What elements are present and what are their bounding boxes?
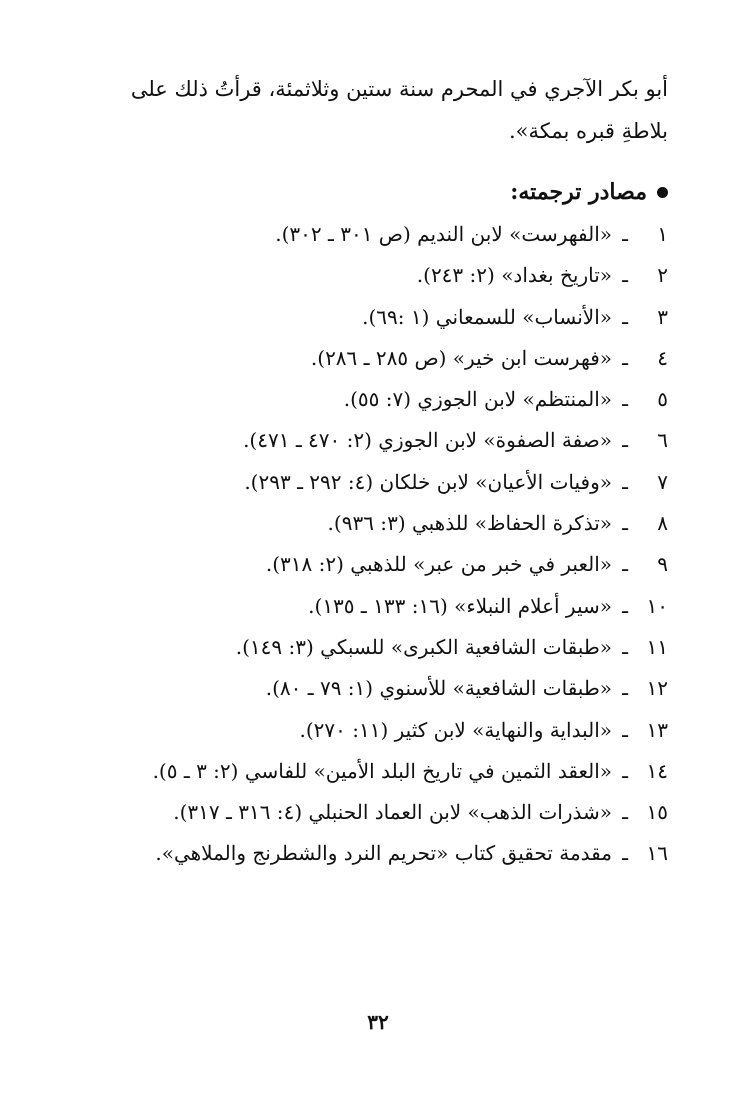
list-item (68, 214, 668, 255)
intro-line-2: بلاطةِ قبره بمكة». (508, 119, 668, 143)
source-text: «تذكرة الحفاظ» للذهبي (٣: ٩٣٦). (327, 511, 612, 536)
source-text: «العبر في خبر من عبر» للذهبي (٢: ٣١٨). (265, 552, 612, 577)
source-text: «سير أعلام النبلاء» (١٦: ١٣٣ ـ ١٣٥). (308, 593, 612, 618)
source-text: «الفهرست» لابن النديم (ص ٣٠١ ـ ٣٠٢). (275, 222, 612, 246)
source-number: ٩ (657, 552, 668, 577)
source-text: «فهرست ابن خير» (ص ٢٨٥ ـ ٢٨٦). (310, 345, 612, 370)
dash-separator: ـ (622, 222, 628, 246)
source-number: ١ (657, 222, 668, 246)
dash-separator: ـ (622, 428, 628, 453)
list-item (68, 338, 668, 379)
sources-heading-text: مصادر ترجمته: (510, 179, 647, 205)
source-number: ٦ (657, 428, 668, 453)
list-item (68, 586, 668, 627)
dash-separator: ـ (622, 841, 628, 866)
bullet-icon (657, 187, 668, 198)
intro-paragraph (78, 68, 668, 152)
dash-separator: ـ (622, 387, 628, 412)
dash-separator: ـ (622, 634, 628, 659)
list-item (68, 462, 668, 503)
source-number: ١٥ (646, 800, 668, 825)
source-number: ١٢ (646, 676, 668, 701)
source-text: «طبقات الشافعية الكبرى» للسبكي (٣: ١٤٩). (235, 634, 612, 659)
list-item (68, 255, 668, 296)
source-text: «الأنساب» للسمعاني (١ :٦٩). (362, 304, 612, 329)
source-number: ٣ (657, 304, 668, 329)
source-number: ٨ (657, 511, 668, 536)
list-item (68, 544, 668, 585)
list-item (68, 627, 668, 668)
list-item (68, 379, 668, 420)
list-item (68, 668, 668, 709)
list-item (68, 503, 668, 544)
dash-separator: ـ (622, 263, 628, 288)
dash-separator: ـ (622, 758, 628, 783)
source-number: ٥ (657, 387, 668, 412)
source-text: «صفة الصفوة» لابن الجوزي (٢: ٤٧٠ ـ ٤٧١). (243, 428, 612, 453)
list-item (68, 297, 668, 338)
source-text: «شذرات الذهب» لابن العماد الحنبلي (٤: ٣١٦ ـ ٣١٧). (173, 800, 612, 825)
source-text: «وفيات الأعيان» لابن خلكان (٤: ٢٩٢ ـ ٢٩٣). (244, 469, 612, 494)
dash-separator: ـ (622, 304, 628, 329)
source-number: ٧ (657, 469, 668, 494)
source-number: ١٣ (646, 717, 668, 742)
source-text: «تاريخ بغداد» (٢: ٢٤٣). (416, 263, 612, 288)
dash-separator: ـ (622, 593, 628, 618)
source-text: «العقد الثمين في تاريخ البلد الأمين» للفاسي (٢: ٣ ـ ٥). (152, 758, 612, 783)
dash-separator: ـ (622, 552, 628, 577)
list-item (68, 710, 668, 751)
list-item (68, 792, 668, 833)
page-number: ٣٢ (367, 1010, 389, 1034)
dash-separator: ـ (622, 511, 628, 536)
sources-list (68, 214, 668, 875)
dash-separator: ـ (622, 469, 628, 494)
source-number: ١٦ (646, 841, 668, 866)
dash-separator: ـ (622, 676, 628, 701)
source-text: مقدمة تحقيق كتاب «تحريم النرد والشطرنج والملاهي». (155, 841, 612, 866)
dash-separator: ـ (622, 800, 628, 825)
source-text: «المنتظم» لابن الجوزي (٧: ٥٥). (343, 387, 612, 412)
source-number: ١١ (646, 634, 668, 659)
source-text: «طبقات الشافعية» للأسنوي (١: ٧٩ ـ ٨٠). (265, 676, 612, 701)
dash-separator: ـ (622, 345, 628, 370)
source-number: ١٠ (646, 593, 668, 618)
source-text: «البداية والنهاية» لابن كثير (١١: ٢٧٠). (299, 717, 612, 742)
list-item (68, 751, 668, 792)
list-item (68, 833, 668, 874)
dash-separator: ـ (622, 717, 628, 742)
intro-line-1: أبو بكر الآجري في المحرم سنة ستين وثلاثمئة، قرأتُ ذلك على (130, 77, 668, 101)
source-number: ٤ (657, 345, 668, 370)
source-number: ١٤ (646, 758, 668, 783)
source-number: ٢ (657, 263, 668, 288)
list-item (68, 420, 668, 461)
sources-heading (510, 172, 668, 212)
